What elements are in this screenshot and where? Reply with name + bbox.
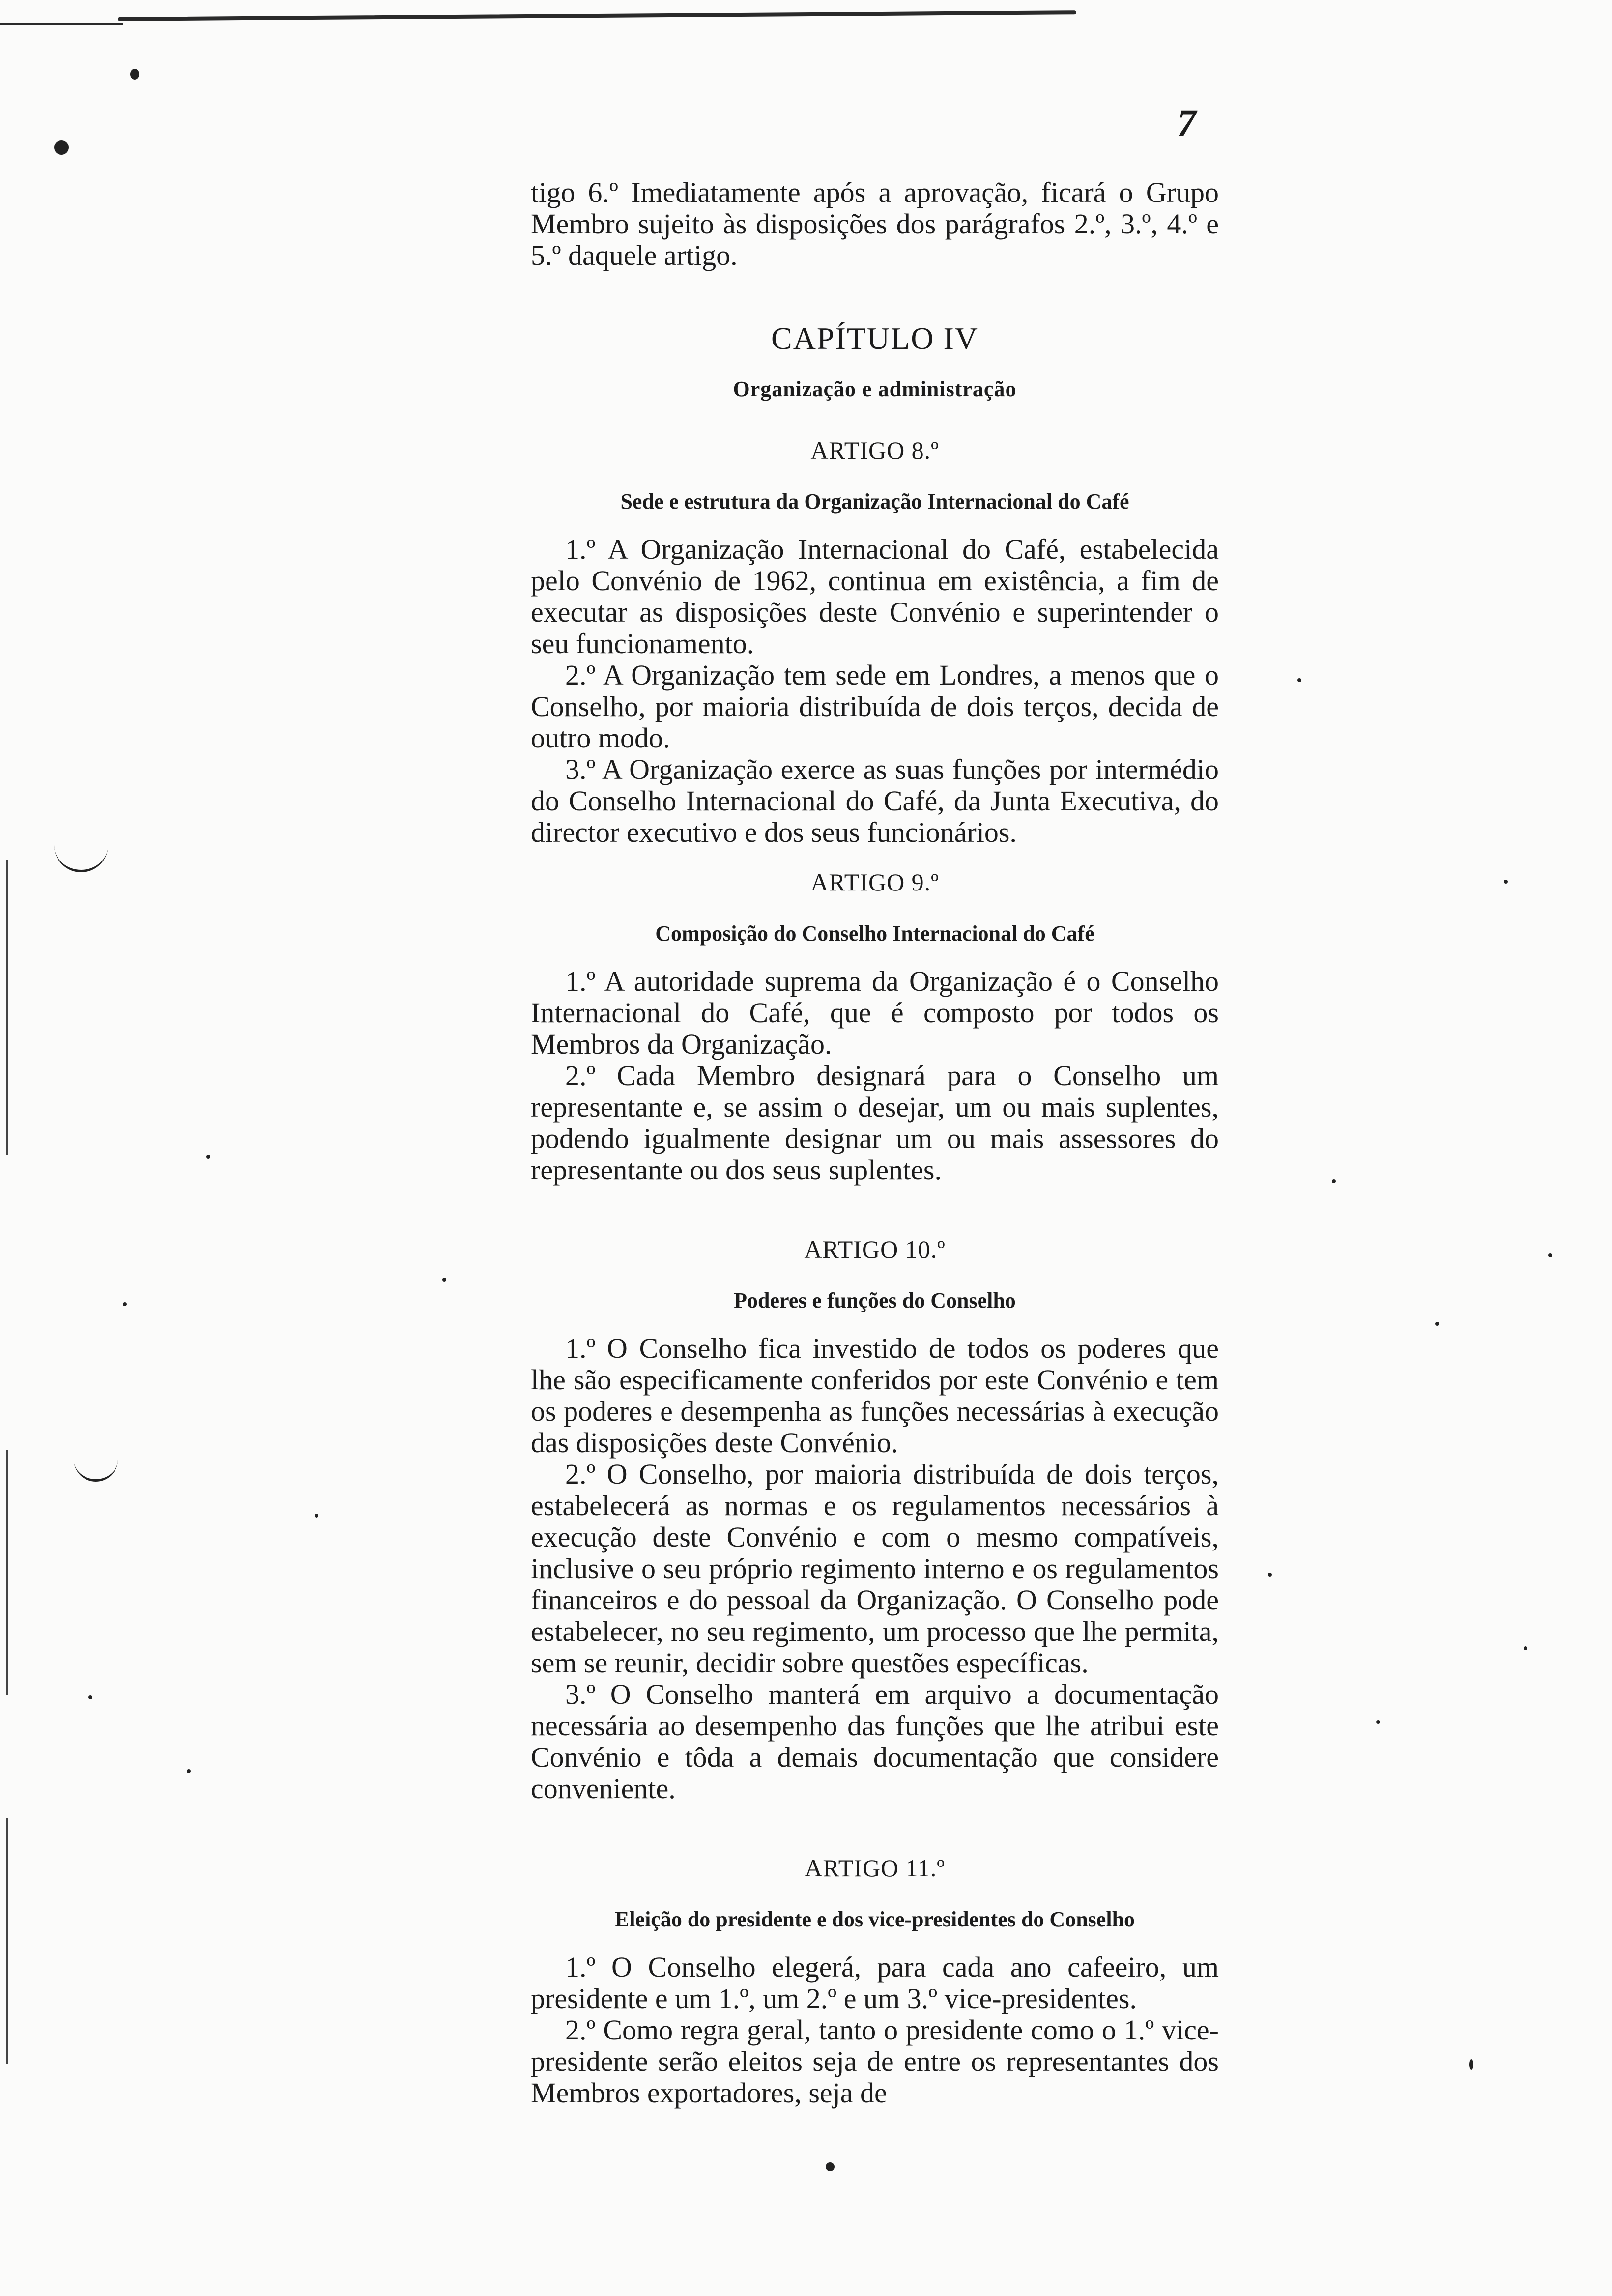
scan-dust-spot: [206, 1155, 210, 1159]
scan-dust-spot: [442, 1278, 446, 1282]
article-heading: ARTIGO 10.º: [804, 1235, 946, 1263]
scan-top-rule: [118, 10, 1076, 21]
article-paragraph: 1.º A autoridade suprema da Organização é o Conselho Internacional do Café, que é composto por todos os Membros da Organização.: [531, 965, 1219, 1060]
scan-arc-mark: [74, 1435, 118, 1482]
article-paragraph: 3.º A Organização exerce as suas funções por intermédio do Conselho Internacional do Café, da Junta Executiva, do director executivo e dos seus funcionários.: [531, 753, 1219, 848]
scan-dust-spot: [1376, 1720, 1380, 1724]
scan-dust-spot: [1332, 1179, 1336, 1183]
chapter-title: CAPÍTULO IV: [771, 321, 979, 356]
scan-dust-spot: [1548, 1253, 1552, 1257]
scan-arc-mark: [54, 835, 108, 872]
scan-dust-spot: [1297, 678, 1301, 682]
scan-dust-spot: [1435, 1322, 1439, 1326]
text-column: [531, 177, 1219, 2109]
scan-dust-spot: [187, 1769, 191, 1773]
article-heading: ARTIGO 9.º: [810, 868, 939, 896]
scan-dust-spot: [1268, 1573, 1272, 1577]
article-paragraph: 1.º A Organização Internacional do Café, estabelecida pelo Convénio de 1962, continua em existência, a fim de executar as disposições deste Convénio e superintender o seu funcionamento.: [531, 533, 1219, 660]
scan-margin-mark: [6, 1450, 8, 1695]
scan-dust-spot: [88, 1695, 92, 1699]
scan-dust-spot: [123, 1302, 127, 1306]
scan-dust-spot: [1504, 880, 1508, 884]
article-heading: ARTIGO 11.º: [805, 1854, 945, 1882]
article-paragraph: 3.º O Conselho manterá em arquivo a documentação necessária ao desempenho das funções que lhe atribui este Convénio e tôda a demais documentação que considere conveniente.: [531, 1678, 1219, 1805]
scan-dust-spot: [130, 69, 139, 80]
article-paragraph: 2.º A Organização tem sede em Londres, a menos que o Conselho, por maioria distribuída de dois terços, decida de outro modo.: [531, 659, 1219, 754]
article-heading: ARTIGO 8.º: [810, 436, 939, 464]
scan-dust-spot: [54, 140, 69, 155]
article-paragraph: 2.º Cada Membro designará para o Conselho um representante e, se assim o desejar, um ou mais suplentes, podendo igualmente designar um ou mais assessores do representante ou dos seus suplentes.: [531, 1060, 1219, 1186]
article-title: Eleição do presidente e dos vice-presidentes do Conselho: [614, 1907, 1135, 1931]
scan-edge-line: [0, 23, 123, 25]
article-title: Poderes e funções do Conselho: [734, 1289, 1016, 1313]
intro-paragraph: tigo 6.º Imediatamente após a aprovação, ficará o Grupo Membro sujeito às disposições dos parágrafos 2.º, 3.º, 4.º e 5.º daquele artigo.: [531, 176, 1219, 271]
article-title: Sede e estrutura da Organização Internacional do Café: [620, 489, 1129, 514]
scan-dust-spot: [826, 2162, 835, 2171]
article-paragraph: 1.º O Conselho fica investido de todos os poderes que lhe são especificamente conferidos por este Convénio e tem os poderes e desempenha as funções necessárias à execução das disposições deste Convénio.: [531, 1332, 1219, 1459]
scan-margin-mark: [6, 860, 8, 1155]
article-paragraph: 2.º Como regra geral, tanto o presidente como o 1.º vice-presidente serão eleitos seja de entre os representantes dos Membros exportadores, seja de: [531, 2014, 1219, 2109]
scan-dust-spot: [1469, 2059, 1473, 2070]
scan-dust-spot: [1524, 1646, 1527, 1650]
article-title: Composição do Conselho Internacional do Café: [655, 921, 1094, 946]
scan-margin-mark: [6, 1818, 8, 2064]
article-paragraph: 1.º O Conselho elegerá, para cada ano cafeeiro, um presidente e um 1.º, um 2.º e um 3.º vice-presidentes.: [531, 1951, 1219, 2014]
chapter-subtitle: Organização e administração: [733, 377, 1017, 401]
scan-dust-spot: [315, 1514, 318, 1518]
article-paragraph: 2.º O Conselho, por maioria distribuída de dois terços, estabelecerá as normas e os regulamentos necessários à execução deste Convénio e com o mesmo compatíveis, inclusive o seu próprio regimento interno e os regulamentos financeiros e do pessoal da Organização. O Conselho pode estabelecer, no seu regimento, um processo que lhe permita, sem se reunir, decidir sobre questões específicas.: [531, 1458, 1219, 1679]
page-number: 7: [1177, 101, 1196, 144]
